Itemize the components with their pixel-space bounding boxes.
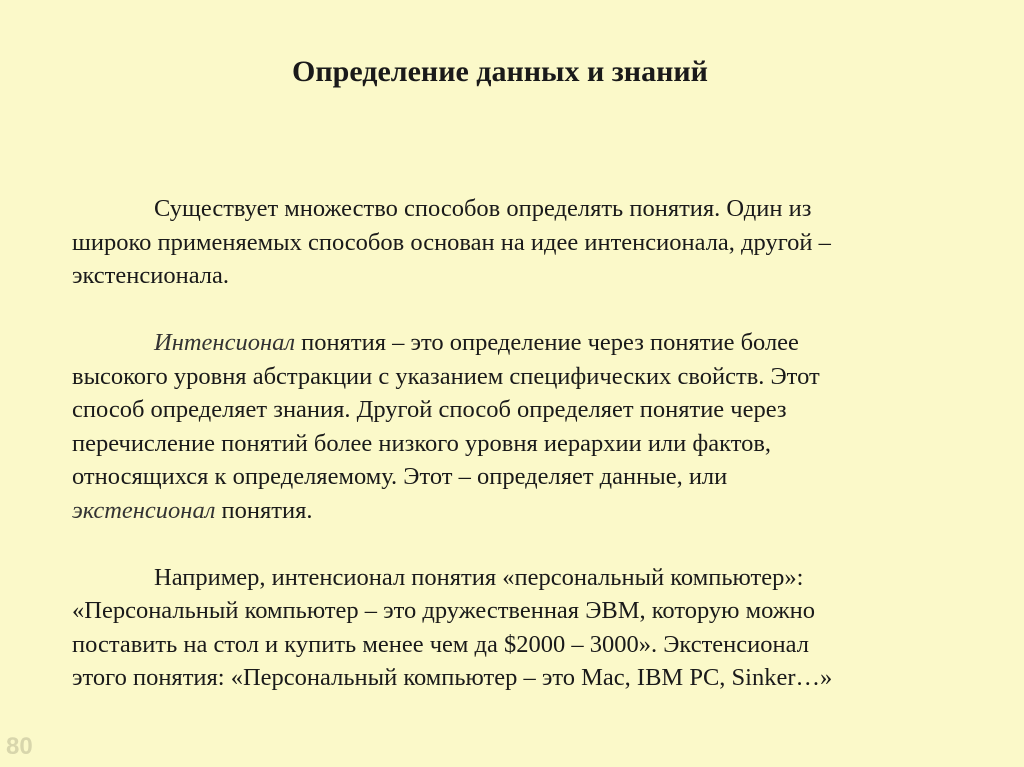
paragraph-ways-of-defining	[72, 192, 972, 293]
text-line: перечисление понятий более низкого уровня иерархии или фактов,	[72, 429, 772, 457]
text-fragment: понятия – это определение через понятие более	[295, 329, 799, 356]
text-line: Существует множество способов определять понятия. Один из	[154, 195, 812, 222]
text-line: высокого уровня абстракции с указанием специфических свойств. Этот	[72, 362, 820, 390]
paragraph-intension-definition	[72, 326, 972, 527]
slide-body	[72, 192, 972, 728]
text-line: способ определяет знания. Другой способ определяет понятие через	[72, 396, 787, 423]
paragraph-example	[72, 561, 972, 695]
text-line	[72, 326, 972, 360]
text-line	[72, 494, 972, 528]
text-line: относящихся к определяемому. Этот – определяет данные, или	[72, 463, 728, 490]
text-fragment: понятия.	[215, 496, 313, 524]
text-line: Например, интенсионал понятия «персональный компьютер»:	[154, 563, 804, 591]
term-intension: Интенсионал	[154, 329, 296, 356]
text-line: поставить на стол и купить менее чем да $2000 – 3000». Экстенсионал	[72, 630, 809, 658]
text-line: «Персональный компьютер – это дружественная ЭВМ, которую можно	[72, 597, 816, 624]
term-extension: экстенсионал	[72, 496, 216, 524]
page-number: 80	[6, 733, 33, 760]
text-line: этого понятия: «Персональный компьютер – это Mac, IBM PC, Sinker…»	[72, 664, 833, 691]
text-line: экстенсионала.	[72, 262, 230, 289]
slide-title: Определение данных и знаний	[292, 55, 708, 88]
text-line: широко применяемых способов основан на идее интенсионала, другой –	[72, 228, 831, 256]
